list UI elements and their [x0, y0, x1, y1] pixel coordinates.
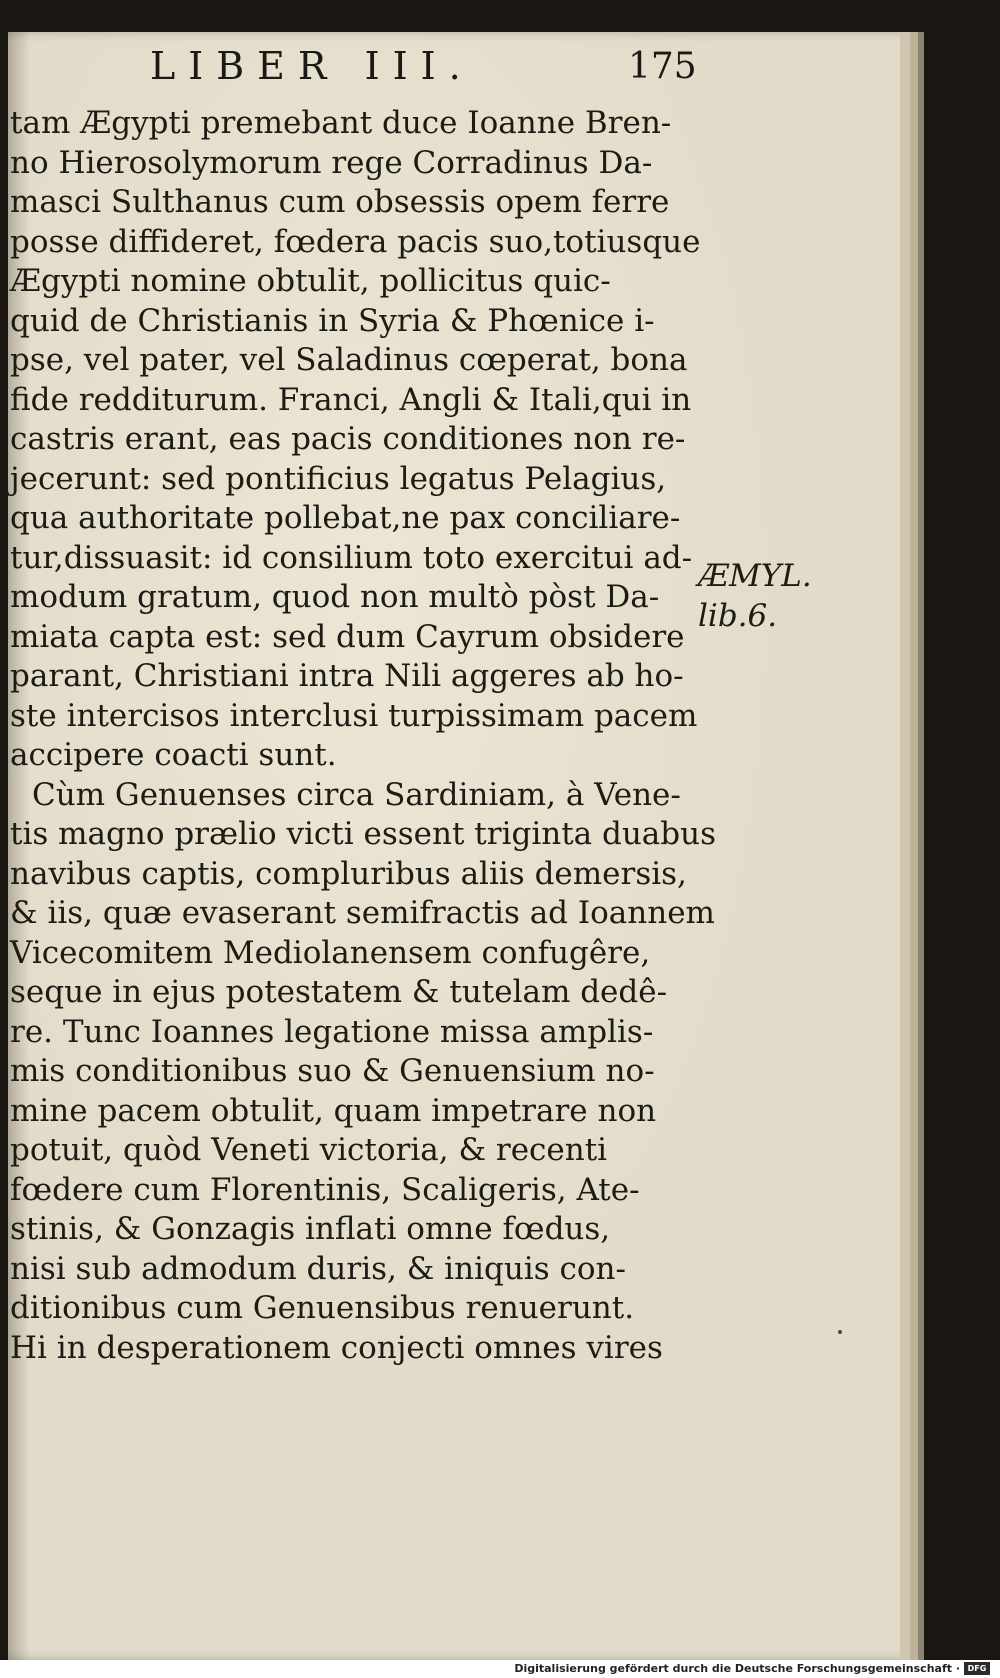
- marginal-note: [698, 556, 812, 636]
- text-line: masci Sulthanus cum obsessis opem ferre: [10, 184, 670, 220]
- text-line: potuit, quòd Veneti victoria, & recenti: [10, 1132, 608, 1168]
- text-line: tam Ægypti premebant duce Ioanne Bren-: [10, 105, 672, 141]
- text-line: tur,dissuasit: id consilium toto exercitui ad-: [10, 539, 693, 576]
- text-line: Vicecomitem Mediolanensem confugêre,: [10, 934, 651, 971]
- dfg-logo: DFG: [964, 1662, 990, 1675]
- text-line: Ægypti nomine obtulit, pollicitus quic-: [10, 263, 611, 299]
- text-line: navibus captis, compluribus aliis demersis,: [10, 855, 687, 892]
- running-head: LIBER III.: [150, 44, 474, 88]
- text-line: quid de Christianis in Syria & Phœnice i-: [10, 302, 655, 339]
- ink-speck: [838, 1330, 842, 1334]
- text-line: nisi sub admodum duris, & iniquis con-: [10, 1250, 626, 1287]
- marginal-note-reference: lib.6.: [698, 598, 778, 634]
- page-edge: [900, 32, 910, 1660]
- text-line: Cùm Genuenses circa Sardiniam, à Vene-: [32, 776, 681, 813]
- page-edge: [910, 32, 918, 1660]
- text-line: castris erant, eas pacis conditiones non re-: [10, 421, 686, 457]
- text-line: stinis, & Gonzagis inflati omne fœdus,: [10, 1211, 611, 1247]
- text-line: accipere coacti sunt.: [10, 737, 337, 773]
- text-line: fœdere cum Florentinis, Scaligeris, Ate-: [10, 1171, 640, 1208]
- page-edge: [918, 32, 924, 1660]
- text-line: pse, vel pater, vel Saladinus cœperat, bona: [10, 342, 688, 378]
- text-line: tis magno prælio victi essent triginta duabus: [10, 816, 717, 852]
- text-line: qua authoritate pollebat,ne pax conciliare-: [10, 500, 681, 536]
- text-line: posse diffideret, fœdera pacis suo,totiusque: [10, 223, 701, 260]
- body-text: [10, 104, 717, 1368]
- text-line: mis conditionibus suo & Genuensium no-: [10, 1053, 655, 1089]
- page-number: 175: [628, 46, 697, 87]
- marginal-note-source: ÆMYL.: [698, 558, 812, 594]
- text-line: miata capta est: sed dum Cayrum obsidere: [10, 618, 685, 655]
- text-line: fide redditurum. Franci, Angli & Itali,qui in: [10, 381, 692, 418]
- text-line: mine pacem obtulit, quam impetrare non: [10, 1092, 657, 1129]
- text-line: Hi in desperationem conjecti omnes vires: [10, 1329, 663, 1366]
- text-line: jecerunt: sed pontificius legatus Pelagius,: [10, 460, 667, 497]
- text-line: ditionibus cum Genuensibus renuerunt.: [10, 1290, 635, 1326]
- text-line: parant, Christiani intra Nili aggeres ab ho-: [10, 658, 684, 694]
- text-line: modum gratum, quod non multò pòst Da-: [10, 579, 660, 615]
- text-line: ste intercisos interclusi turpissimam pacem: [10, 697, 698, 734]
- text-line: seque in ejus potestatem & tutelam dedê-: [10, 974, 668, 1010]
- text-line: re. Tunc Ioannes legatione missa amplis-: [10, 1013, 654, 1050]
- funding-credit: Digitalisierung gefördert durch die Deutsche Forschungsgemeinschaft ·: [514, 1662, 960, 1675]
- text-line: no Hierosolymorum rege Corradinus Da-: [10, 144, 653, 181]
- text-line: & iis, quæ evaserant semifractis ad Ioannem: [10, 895, 715, 931]
